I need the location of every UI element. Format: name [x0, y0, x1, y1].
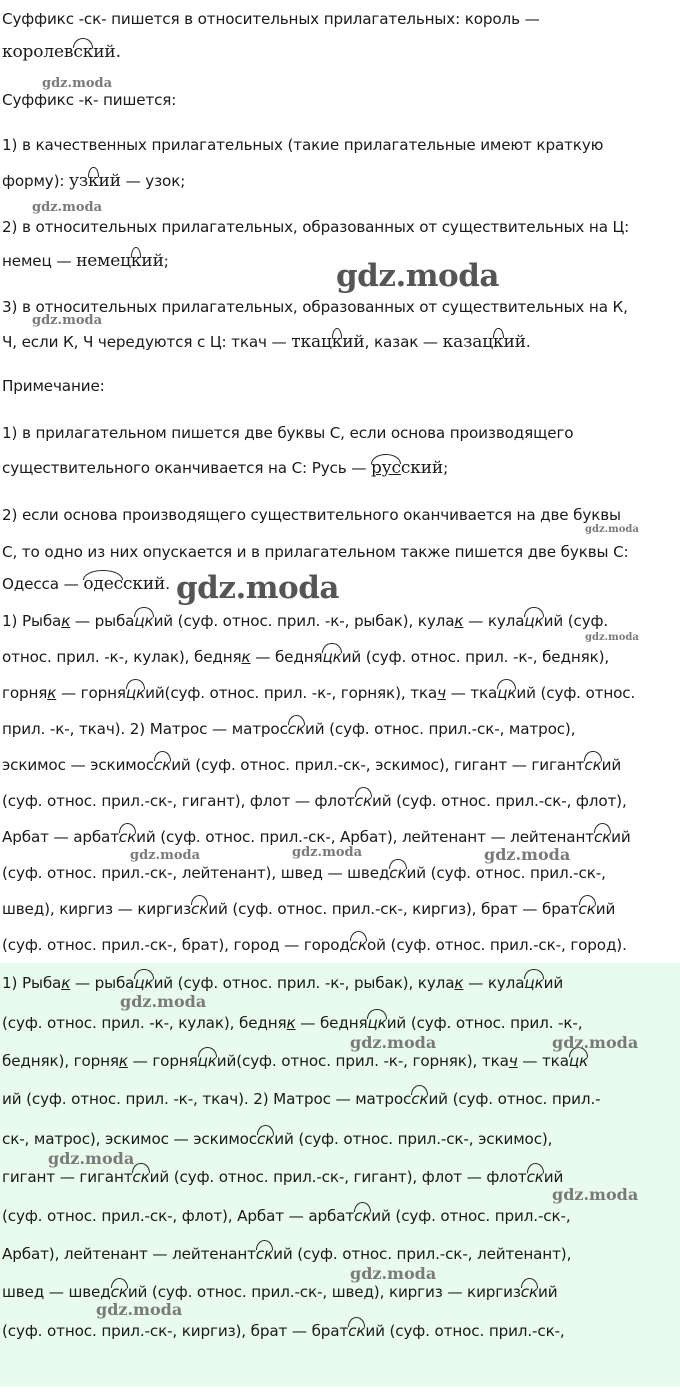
- underlined-letter: к: [118, 1052, 128, 1070]
- root-arc: [371, 457, 401, 479]
- theory-line: С, то одно из них опускается и в прилагательном также пишется две буквы С:: [2, 543, 629, 561]
- suffix-arc: ск: [256, 1130, 275, 1148]
- suffix-arc: ск: [349, 936, 368, 954]
- suffix-arc: ск: [593, 828, 612, 846]
- answer-line: [2, 646, 609, 668]
- suffix-arc: цк: [568, 1052, 589, 1070]
- watermark: gdz.moda: [552, 1033, 639, 1052]
- watermark: gdz.moda: [130, 848, 201, 863]
- text-part: 1) Рыба: [2, 974, 62, 992]
- word-part: .: [525, 333, 531, 351]
- watermark: gdz.moda: [350, 1264, 437, 1283]
- text-part: ий: [601, 756, 622, 774]
- theory-example: [2, 41, 121, 63]
- underlined-letter: к: [286, 1014, 296, 1032]
- watermark: gdz.moda: [32, 313, 103, 328]
- text-part: гигант — гигант: [2, 1168, 133, 1186]
- text-part: — горня: [127, 1052, 198, 1070]
- theory-line: 2) если основа производящего существительного оканчивается на две буквы: [2, 506, 621, 524]
- suffix-arc: к: [88, 171, 99, 191]
- watermark: gdz.moda: [484, 845, 571, 864]
- text-part: ий (суф. относ. прил.-ск-, лейтенант),: [273, 1245, 572, 1263]
- watermark: gdz.moda: [336, 258, 499, 294]
- text-part: ий (суф. относ. прил. -к-,: [386, 1014, 583, 1032]
- word-part: ий: [98, 171, 121, 191]
- suffix-arc: цк: [125, 684, 146, 702]
- word-part: ий.: [93, 42, 121, 62]
- text-part: ий (суф. относ. прил.-ск-, Арбат), лейтенант — лейтенант: [136, 828, 594, 846]
- watermark: gdz.moda: [585, 632, 639, 643]
- text-part: эскимос — эскимос: [2, 756, 154, 774]
- watermark: gdz.moda: [96, 1300, 183, 1319]
- text-part: бедняк), горня: [2, 1052, 119, 1070]
- text-part: ий (суф. относ. прил. -к-, рыбак), кула: [153, 612, 455, 630]
- word-part: — узок;: [120, 172, 186, 190]
- watermark: gdz.moda: [176, 570, 339, 606]
- underlined-letter: к: [61, 974, 71, 992]
- text-part: ий: [538, 1283, 558, 1301]
- word-part: казац: [442, 332, 494, 352]
- underlined-letter: к: [454, 612, 464, 630]
- word-part: ский: [400, 458, 444, 478]
- text-part: ск-, матрос), эскимос — эскимос: [2, 1130, 257, 1148]
- text-part: (суф. относ. прил.-ск-, брат), город — город: [2, 936, 350, 954]
- suffix-arc: цк: [367, 1014, 387, 1032]
- underlined-letter: ч: [508, 1052, 518, 1070]
- suffix-arc: цк: [197, 1052, 217, 1070]
- theory-line: Примечание:: [2, 377, 105, 395]
- underlined-letter: к: [241, 648, 251, 666]
- text-part: (суф. относ. прил.-ск-, гигант), флот — флот: [2, 792, 355, 810]
- word-part: уз: [69, 171, 89, 191]
- answer-line: [2, 1243, 571, 1265]
- word-part: рус: [370, 458, 401, 478]
- suffix-arc: цк: [524, 974, 544, 992]
- word-part: ткац: [291, 332, 332, 352]
- text-part: — кула: [463, 974, 525, 992]
- text-part: — рыба: [70, 974, 135, 992]
- text-part: ий(суф. относ. прил. -к-, горняк), тка: [145, 684, 438, 702]
- word-part: ;: [443, 459, 449, 477]
- theory-line: Суффикс -ск- пишется в относительных прилагательных: король —: [2, 10, 540, 28]
- word-part: Одесса —: [2, 575, 84, 593]
- text-part: — бедня: [295, 1014, 368, 1032]
- text-part: 1) Рыба: [2, 612, 62, 630]
- suffix-arc: ск: [578, 900, 596, 918]
- suffix-arc: ск: [118, 828, 137, 846]
- suffix-arc: ск: [411, 1090, 429, 1108]
- text-part: ий (суф. относ. прил.-ск-, флот),: [372, 792, 627, 810]
- text-part: ий: [543, 974, 564, 992]
- suffix-arc: ск: [526, 1168, 544, 1186]
- answer-line: [2, 934, 627, 956]
- text-part: ий (суф. относ. прил. -к-, бедняк),: [341, 648, 610, 666]
- text-part: — рыба: [70, 612, 135, 630]
- text-part: ий: [595, 900, 616, 918]
- text-part: ий (суф. относ. прил.-ск-,: [406, 864, 606, 882]
- suffix-arc: ск: [287, 720, 306, 738]
- watermark: gdz.moda: [552, 1185, 639, 1204]
- text-part: (суф. относ. прил. -к-, кулак), бедня: [2, 1014, 287, 1032]
- suffix-arc: ск: [191, 900, 209, 918]
- text-part: ий (суф.: [543, 612, 609, 630]
- text-part: ий (суф. относ. прил.-: [428, 1090, 601, 1108]
- suffix-arc: ск: [348, 1322, 366, 1340]
- word-part: немец: [76, 251, 131, 271]
- theory-example: [2, 331, 531, 353]
- text-part: — кула: [463, 612, 525, 630]
- text-part: ий (суф. относ.: [516, 684, 636, 702]
- answer-line: [2, 610, 608, 632]
- answer-line: [2, 972, 563, 994]
- answer-line: [2, 1320, 565, 1342]
- answer-line: [2, 1050, 588, 1072]
- suffix-arc: ск: [73, 42, 94, 62]
- text-part: — горня: [56, 684, 126, 702]
- suffix-arc: ск: [584, 756, 602, 774]
- suffix-arc: ск: [354, 1207, 372, 1225]
- text-part: ий (суф. относ. прил.-ск-,: [371, 1207, 571, 1225]
- underlined-letter: к: [61, 612, 71, 630]
- word-part: .: [165, 575, 170, 593]
- text-part: ий (суф. относ. прил. -к-, рыбак), кула: [153, 974, 455, 992]
- text-part: ий (суф. относ. прил.-ск-, матрос),: [305, 720, 576, 738]
- watermark: gdz.moda: [120, 992, 207, 1011]
- answer-line: [2, 862, 606, 884]
- text-part: ий (суф. относ. прил.-ск-, эскимос), гигант — гигант: [171, 756, 585, 774]
- text-part: ий: [543, 1168, 564, 1186]
- text-part: (суф. относ. прил.-ск-, флот), Арбат — арбат: [2, 1207, 355, 1225]
- text-part: — тка: [445, 684, 498, 702]
- theory-line: 3) в относительных прилагательных, образованных от существительных на К,: [2, 298, 628, 316]
- text-part: Арбат), лейтенант — лейтенант: [2, 1245, 256, 1263]
- suffix-arc: цк: [322, 648, 342, 666]
- word-part: форму):: [2, 172, 70, 190]
- suffix-arc: ск: [520, 1283, 538, 1301]
- theory-example: [2, 573, 170, 595]
- text-part: горня: [2, 684, 48, 702]
- text-part: ий: [611, 828, 631, 846]
- suffix-arc: к: [493, 332, 504, 352]
- text-part: (суф. относ. прил.-ск-, лейтенант), швед — швед: [2, 864, 390, 882]
- suffix-arc: цк: [134, 974, 154, 992]
- watermark: gdz.moda: [32, 200, 103, 215]
- suffix-arc: ск: [110, 1283, 128, 1301]
- word-part: немец —: [2, 252, 77, 270]
- answer-line: [2, 718, 575, 740]
- watermark: gdz.moda: [585, 524, 639, 535]
- word-part: , казак —: [364, 333, 443, 351]
- suffix-arc: ск: [354, 792, 373, 810]
- word-part: ;: [163, 252, 169, 270]
- answer-line: [2, 1281, 557, 1303]
- answer-line: [2, 1128, 552, 1150]
- answer-line: [2, 1012, 582, 1034]
- theory-line: Суффикс -к- пишется:: [2, 91, 177, 109]
- text-part: ий (суф. относ. прил.-ск-, гигант), флот — флот: [149, 1168, 527, 1186]
- text-part: ий (суф. относ. прил.-ск-, швед), киргиз — киргиз: [127, 1283, 521, 1301]
- text-part: ий (суф. относ. прил.-ск-, эскимос),: [274, 1130, 553, 1148]
- suffix-arc: цк: [134, 612, 154, 630]
- text-part: (суф. относ. прил.-ск-, киргиз), брат — брат: [2, 1322, 349, 1340]
- text-part: относ. прил. -к-, кулак), бедня: [2, 648, 242, 666]
- word-part: королев: [2, 42, 74, 62]
- text-part: ий(суф. относ. прил. -к-, горняк), тка: [216, 1052, 509, 1070]
- theory-line: 1) в прилагательном пишется две буквы С, если основа производящего: [2, 424, 574, 442]
- suffix-arc: цк: [497, 684, 517, 702]
- text-part: ий (суф. относ. прил.-ск-,: [365, 1322, 565, 1340]
- watermark: gdz.moda: [350, 1033, 437, 1052]
- watermark: gdz.moda: [292, 845, 363, 860]
- text-part: Арбат — арбат: [2, 828, 119, 846]
- suffix-arc: ск: [153, 756, 172, 774]
- answer-line: [2, 790, 627, 812]
- theory-example: [2, 250, 169, 272]
- theory-example: [2, 457, 448, 479]
- word-part: ий: [141, 251, 164, 271]
- text-part: — тка: [517, 1052, 569, 1070]
- theory-example: [2, 170, 185, 192]
- watermark: gdz.moda: [48, 1149, 135, 1168]
- underlined-letter: к: [454, 974, 464, 992]
- theory-line: 2) в относительных прилагательных, образованных от существительных на Ц:: [2, 218, 630, 236]
- suffix-arc: ск: [389, 864, 407, 882]
- theory-line: 1) в качественных прилагательных (такие прилагательные имеют краткую: [2, 136, 604, 154]
- word-part: Ч, если К, Ч чередуются с Ц: ткач —: [2, 333, 292, 351]
- text-part: швед), киргиз — киргиз: [2, 900, 192, 918]
- word-part: ий: [503, 332, 526, 352]
- word-part: существительного оканчивается на С: Русь —: [2, 459, 371, 477]
- suffix-arc: цк: [524, 612, 544, 630]
- word-part: ий: [342, 332, 365, 352]
- answer-line: [2, 682, 635, 704]
- text-part: швед — швед: [2, 1283, 111, 1301]
- underlined-letter: ч: [437, 684, 446, 702]
- suffix-arc: ск: [255, 1245, 274, 1263]
- suffix-arc: ск: [132, 1168, 150, 1186]
- suffix-arc: к: [331, 332, 343, 352]
- text-part: ой (суф. относ. прил.-ск-, город).: [367, 936, 627, 954]
- root-arc: одес: [83, 574, 123, 594]
- underlined-letter: к: [47, 684, 57, 702]
- text-part: ий (суф. относ. прил.-ск-, киргиз), брат — брат: [208, 900, 579, 918]
- watermark: gdz.moda: [42, 76, 113, 91]
- text-part: прил. -к-, ткач). 2) Матрос — матрос: [2, 720, 288, 738]
- text-part: ий (суф. относ. прил. -к-, ткач). 2) Матрос — матрос: [2, 1090, 412, 1108]
- text-part: — бедня: [250, 648, 323, 666]
- answer-line: [2, 1205, 571, 1227]
- word-part: ский: [123, 574, 166, 594]
- suffix-arc: к: [130, 251, 142, 271]
- answer-line: [2, 898, 615, 920]
- answer-line: [2, 754, 621, 776]
- answer-line: [2, 1166, 563, 1188]
- answer-line: [2, 1088, 600, 1110]
